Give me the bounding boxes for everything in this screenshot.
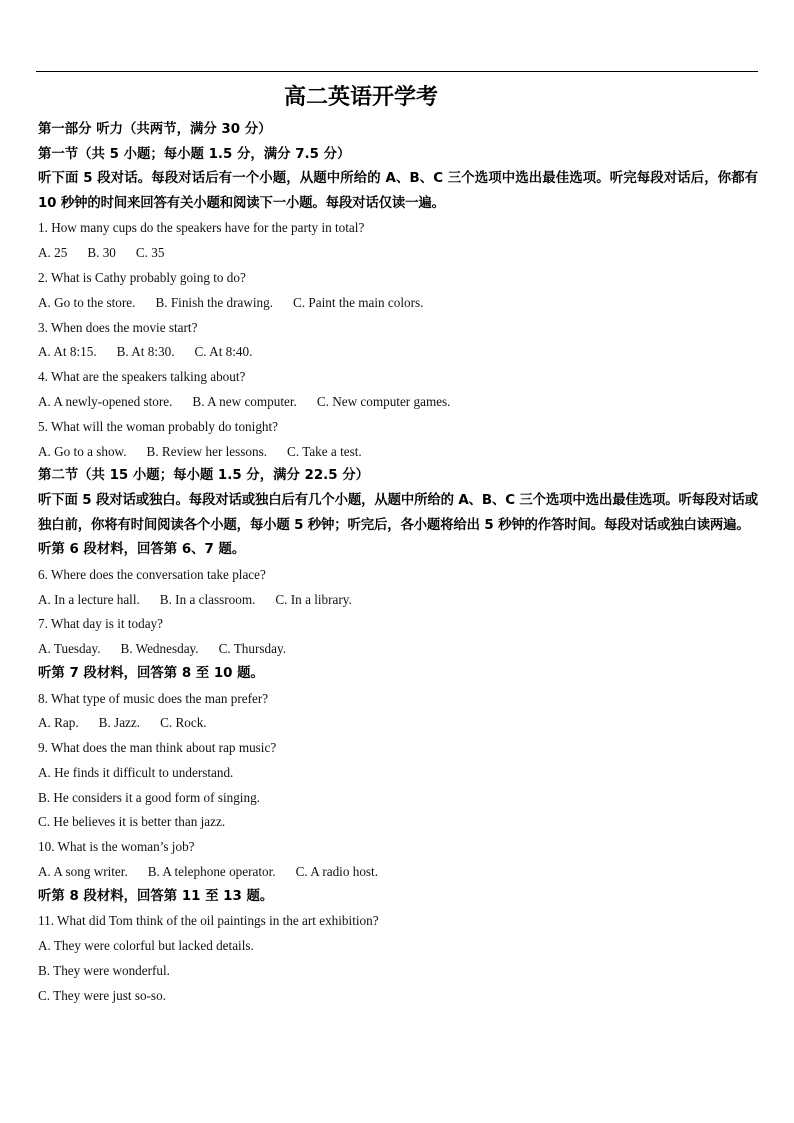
option-b: B. Wednesday. [120,641,199,657]
question-options [38,860,758,885]
question-stem: 8. What type of music does the man prefer? [38,690,269,706]
option-a: A. He finds it difficult to understand. [38,764,234,780]
exam-content [38,118,758,1009]
option-b: B. Review her lessons. [146,443,268,459]
question-options [38,440,758,465]
option-c: C. 35 [135,245,165,261]
question-stem: 4. What are the speakers talking about? [38,369,246,385]
page-title: 高二英语开学考 [283,84,438,110]
option-b: B. He considers it a good form of singing. [38,789,260,805]
option-c: C. They were just so-so. [38,987,166,1003]
question-stem: 2. What is Cathy probably going to do? [38,269,246,285]
section1-heading: 第一节（共 5 小题；每小题 1.5 分，满分 7.5 分） [38,146,351,162]
option-a: A. In a lecture hall. [38,591,140,607]
section2-heading: 第二节（共 15 小题；每小题 1.5 分，满分 22.5 分） [38,468,370,484]
section1-instruction: 听下面 5 段对话。每段对话后有一个小题，从题中所给的 A、B、C 三个选项中选出最佳选项。听完每段对话后，你都有 10 秒钟的时间来回答有关小题和阅读下一小题。每段对话仅读一遍。 [38,171,758,211]
question-stem: 5. What will the woman probably do tonight? [38,418,279,434]
section2-instruction: 听下面 5 段对话或独白。每段对话或独白后有几个小题，从题中所给的 A、B、C 三个选项中选出最佳选项。听每段对话或独白前，你将有时间阅读各个小题，每小题 5 秒钟；听完后，各小题将给出 5 秒钟的作答时间。每段对话或独白读两遍。 [38,492,758,533]
option-a: A. At 8:15. [38,344,97,360]
option-a: A. 25 [38,245,68,261]
question-stem: 11. What did Tom think of the oil paintings in the art exhibition? [38,913,379,929]
option-c: C. He believes it is better than jazz. [38,814,226,830]
question-options [38,711,758,736]
question-options [38,637,758,662]
question-stem: 10. What is the woman’s job? [38,839,195,855]
question-options [38,241,758,266]
question-stem: 1. How many cups do the speakers have for the party in total? [38,220,365,236]
option-c: C. Thursday. [218,641,286,657]
option-b: B. A telephone operator. [147,864,276,880]
option-c: C. Rock. [160,715,207,731]
question-stem: 6. Where does the conversation take place? [38,566,266,582]
material-8-heading: 听第 8 段材料，回答第 11 至 13 题。 [38,888,274,904]
option-c: C. New computer games. [316,393,451,409]
option-b: B. At 8:30. [116,344,175,360]
option-a: A. Go to a show. [38,443,127,459]
part1-heading: 第一部分 听力（共两节，满分 30 分） [38,122,272,137]
option-a: A. Go to the store. [38,294,136,310]
question-stem: 3. When does the movie start? [38,319,198,335]
option-b: B. A new computer. [192,393,297,409]
option-c: C. At 8:40. [194,344,253,360]
question-options [38,588,758,613]
question-stem: 7. What day is it today? [38,616,164,632]
option-c: C. In a library. [275,591,352,607]
question-options [38,340,758,365]
option-c: C. Take a test. [287,443,362,459]
material-7-heading: 听第 7 段材料，回答第 8 至 10 题。 [38,665,264,681]
question-options [38,291,758,316]
option-b: B. In a classroom. [159,591,256,607]
option-b: B. They were wonderful. [38,963,170,979]
material-6-heading: 听第 6 段材料，回答第 6、7 题。 [38,542,246,558]
option-b: B. Jazz. [98,715,141,731]
question-stem: 9. What does the man think about rap music? [38,740,277,756]
option-a: A. Tuesday. [38,641,101,657]
option-a: A. A song writer. [38,864,128,880]
option-b: B. Finish the drawing. [155,294,274,310]
option-a: A. They were colorful but lacked details. [38,938,254,954]
option-a: A. Rap. [38,715,79,731]
question-options [38,390,758,415]
option-b: B. 30 [87,245,116,261]
header-rule [36,71,758,72]
option-c: C. Paint the main colors. [293,294,424,310]
option-a: A. A newly-opened store. [38,393,173,409]
option-c: C. A radio host. [295,864,379,880]
